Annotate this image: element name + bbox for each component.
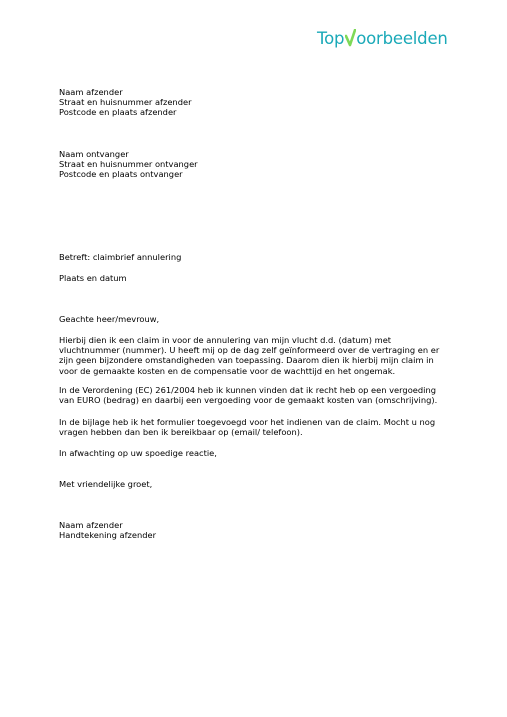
place-date-text: Plaats en datum xyxy=(59,273,127,283)
sender-address xyxy=(59,87,459,118)
body-line: vragen hebben dan ben ik bereikbaar op (email/ telefoon). xyxy=(59,427,303,438)
closing-text: Met vriendelijke groet, xyxy=(59,479,153,489)
body-line: In de bijlage heb ik het formulier toegevoegd voor het indienen van de claim. Mocht u nog xyxy=(59,417,436,427)
salutation xyxy=(59,314,459,324)
signature-block xyxy=(59,520,459,540)
body-line: vluchtnummer (nummer). U heeft mij op de dag zelf geïnformeerd over de vertraging en er xyxy=(59,345,440,356)
logo-text-top: Top xyxy=(317,29,345,48)
subject-line xyxy=(59,252,459,262)
logo-text-rest: oorbeelden xyxy=(356,29,448,48)
recipient-address xyxy=(59,149,459,180)
body-line: zijn geen bijzondere omstandigheden van toepassing. Daarom dien ik hierbij mijn claim in xyxy=(59,355,434,366)
sender-postcode: Postcode en plaats afzender xyxy=(59,107,177,118)
salutation-text: Geachte heer/mevrouw, xyxy=(59,314,160,324)
checkmark-v-icon xyxy=(345,29,356,47)
place-date-line xyxy=(59,273,459,283)
body-line: In de Verordening (EC) 261/2004 heb ik kunnen vinden dat ik recht heb op een vergoeding xyxy=(59,385,436,395)
recipient-name: Naam ontvanger xyxy=(59,149,129,159)
body-line: Hierbij dien ik een claim in voor de annulering van mijn vlucht d.d. (datum) met xyxy=(59,335,392,345)
body-line: voor de gemaakte kosten en de compensatie voor de wachttijd en het ongemak. xyxy=(59,365,396,376)
body-paragraph-1 xyxy=(59,335,459,376)
sender-name: Naam afzender xyxy=(59,87,123,97)
body-line: In afwachting op uw spoedige reactie, xyxy=(59,448,217,458)
closing xyxy=(59,479,459,489)
signature-name: Naam afzender xyxy=(59,520,123,530)
body-line: van EURO (bedrag) en daarbij een vergoeding voor de gemaakt kosten van (omschrijving). xyxy=(59,395,438,406)
body-paragraph-3 xyxy=(59,417,459,437)
recipient-postcode: Postcode en plaats ontvanger xyxy=(59,169,183,180)
subject-text: Betreft: claimbrief annulering xyxy=(59,252,182,262)
recipient-street: Straat en huisnummer ontvanger xyxy=(59,159,198,170)
body-paragraph-4 xyxy=(59,448,459,458)
topvoorbeelden-logo xyxy=(317,28,448,50)
signature-handtekening: Handtekening afzender xyxy=(59,530,157,541)
sender-street: Straat en huisnummer afzender xyxy=(59,97,192,108)
body-paragraph-2 xyxy=(59,385,459,405)
